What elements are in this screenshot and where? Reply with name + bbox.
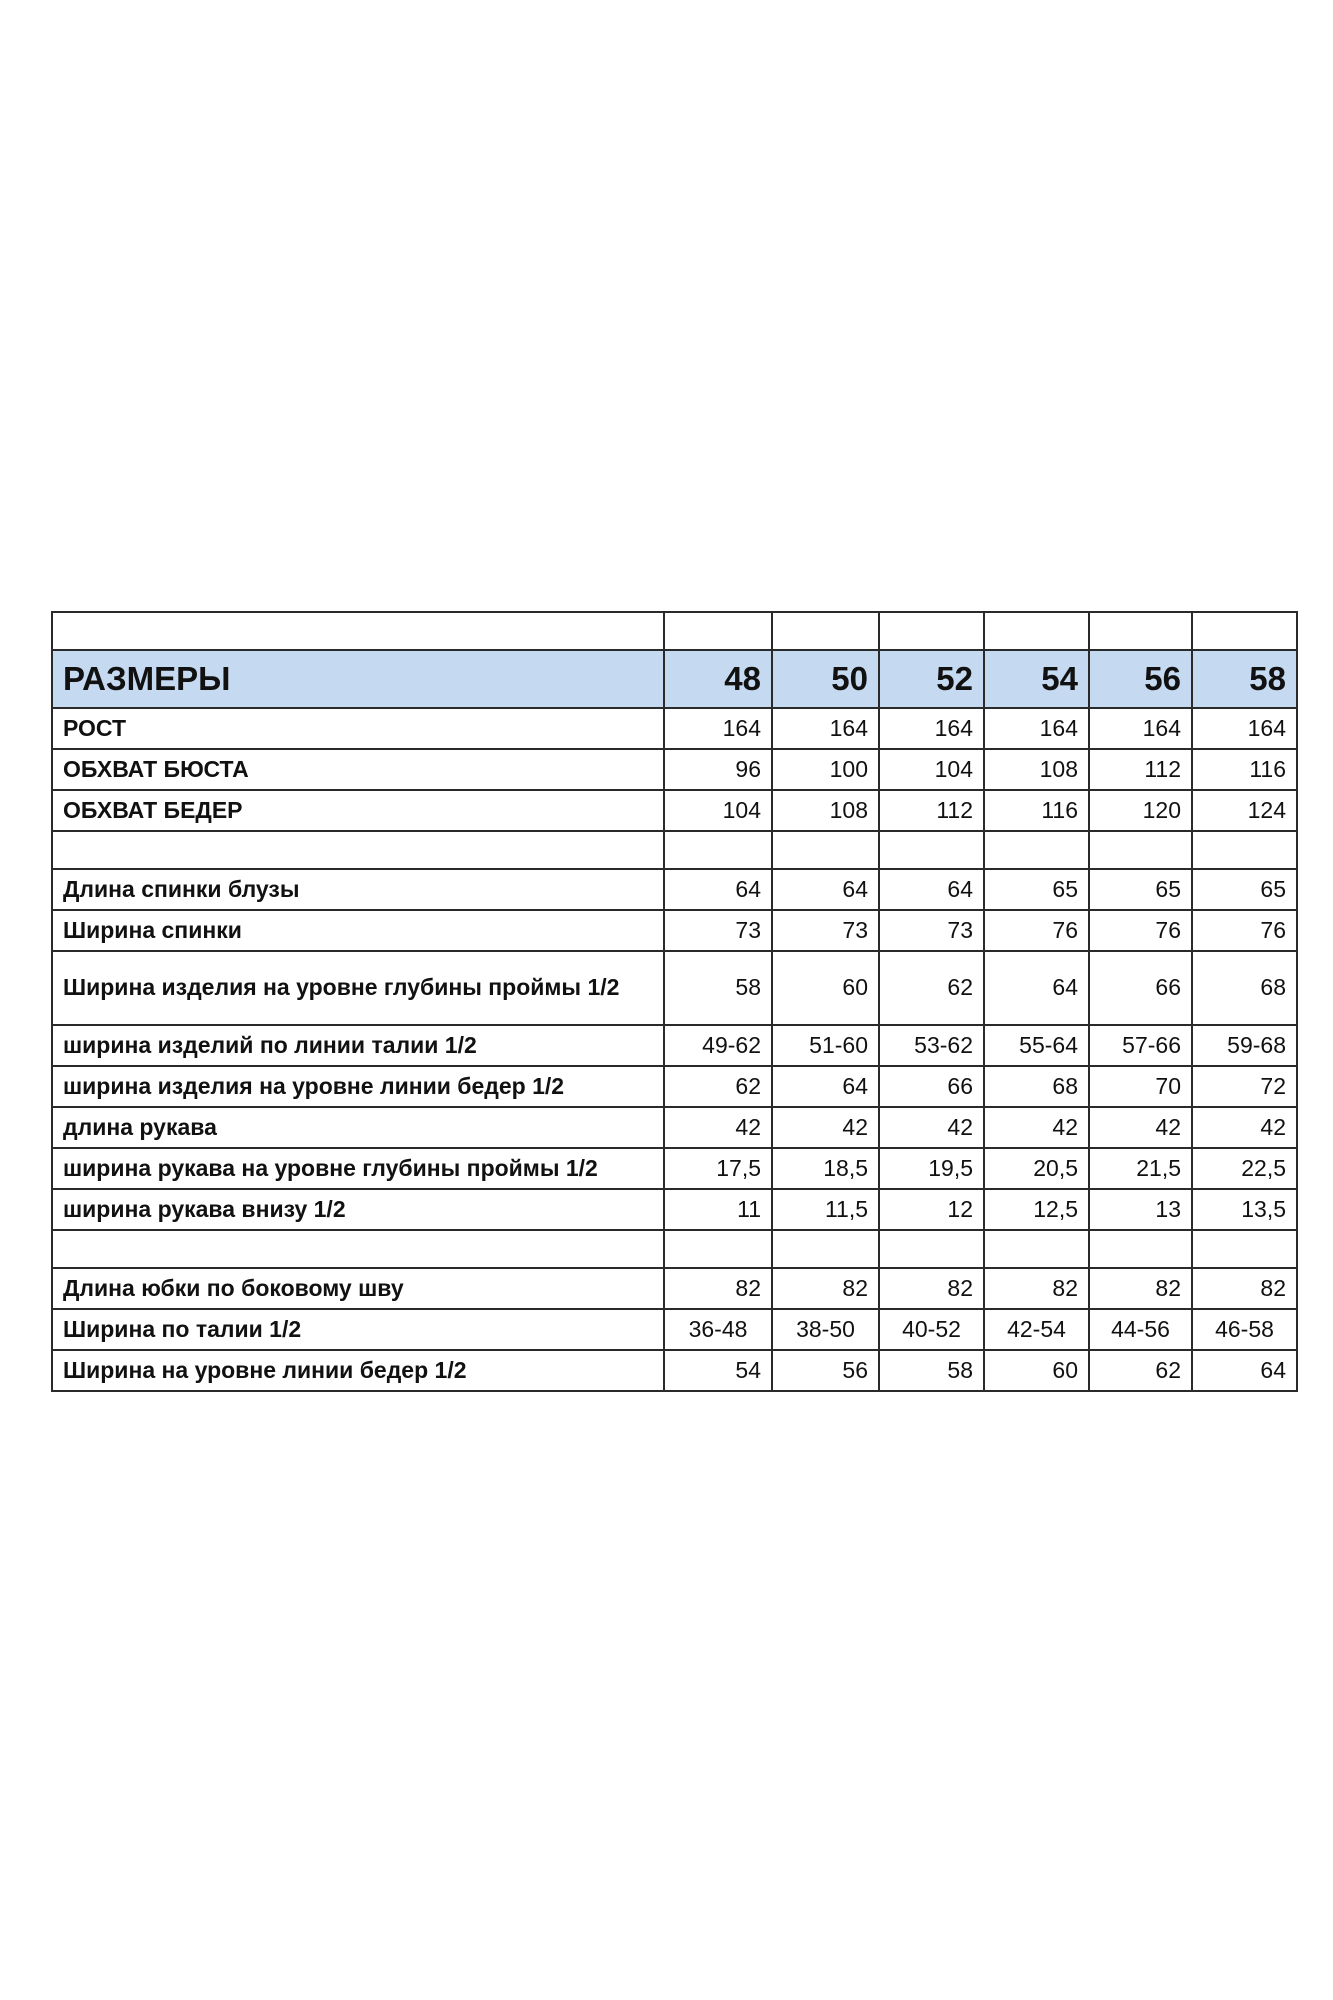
size-header: 56	[1089, 650, 1192, 708]
table-cell: 66	[879, 1066, 984, 1107]
table-cell: 164	[984, 708, 1089, 749]
table-cell: 96	[664, 749, 772, 790]
table-cell: 60	[984, 1350, 1089, 1391]
empty-cell	[1089, 1230, 1192, 1268]
table-header-row	[52, 650, 1297, 708]
table-row-empty	[52, 831, 1297, 869]
table-row	[52, 749, 1297, 790]
table-cell: 164	[772, 708, 879, 749]
table-cell: 116	[1192, 749, 1297, 790]
row-label: Длина спинки блузы	[52, 869, 664, 910]
table-cell: 42	[1192, 1107, 1297, 1148]
table-cell: 64	[772, 869, 879, 910]
table-cell: 65	[1089, 869, 1192, 910]
table-cell: 108	[984, 749, 1089, 790]
table-row	[52, 1350, 1297, 1391]
size-header: 52	[879, 650, 984, 708]
table-cell: 42	[664, 1107, 772, 1148]
table-cell: 56	[772, 1350, 879, 1391]
table-cell: 51-60	[772, 1025, 879, 1066]
table-row-empty-top	[52, 612, 1297, 650]
empty-cell	[664, 612, 772, 650]
table-cell: 53-62	[879, 1025, 984, 1066]
table-cell: 124	[1192, 790, 1297, 831]
empty-cell	[984, 612, 1089, 650]
table-cell: 55-64	[984, 1025, 1089, 1066]
table-cell: 112	[1089, 749, 1192, 790]
row-label: ОБХВАТ БЕДЕР	[52, 790, 664, 831]
table-cell: 100	[772, 749, 879, 790]
table-cell: 82	[1089, 1268, 1192, 1309]
empty-cell	[52, 612, 664, 650]
table-cell: 20,5	[984, 1148, 1089, 1189]
empty-cell	[1192, 612, 1297, 650]
table-row	[52, 1066, 1297, 1107]
empty-cell	[1192, 1230, 1297, 1268]
table-cell: 38-50	[772, 1309, 879, 1350]
row-label: Ширина изделия на уровне глубины проймы 1/2	[52, 951, 664, 1025]
table-cell: 42-54	[984, 1309, 1089, 1350]
row-label: ширина рукава внизу 1/2	[52, 1189, 664, 1230]
table-cell: 22,5	[1192, 1148, 1297, 1189]
row-label: ширина изделия на уровне линии бедер 1/2	[52, 1066, 664, 1107]
table-row	[52, 790, 1297, 831]
table-cell: 42	[984, 1107, 1089, 1148]
size-header: 50	[772, 650, 879, 708]
empty-cell	[772, 612, 879, 650]
table-cell: 164	[664, 708, 772, 749]
empty-cell	[1089, 831, 1192, 869]
table-cell: 104	[664, 790, 772, 831]
table-cell: 82	[664, 1268, 772, 1309]
table-cell: 46-58	[1192, 1309, 1297, 1350]
empty-cell	[772, 1230, 879, 1268]
empty-cell	[664, 831, 772, 869]
empty-cell	[984, 831, 1089, 869]
table-row	[52, 708, 1297, 749]
table-cell: 40-52	[879, 1309, 984, 1350]
row-label: Ширина на уровне линии бедер 1/2	[52, 1350, 664, 1391]
table-cell: 164	[1192, 708, 1297, 749]
empty-cell	[1089, 612, 1192, 650]
table-cell: 108	[772, 790, 879, 831]
table-cell: 164	[879, 708, 984, 749]
table-row	[52, 1148, 1297, 1189]
table-cell: 112	[879, 790, 984, 831]
table-cell: 70	[1089, 1066, 1192, 1107]
row-label: ОБХВАТ БЮСТА	[52, 749, 664, 790]
table-cell: 49-62	[664, 1025, 772, 1066]
table-cell: 120	[1089, 790, 1192, 831]
table-cell: 62	[664, 1066, 772, 1107]
table-row	[52, 1268, 1297, 1309]
table-cell: 64	[772, 1066, 879, 1107]
empty-cell	[879, 831, 984, 869]
table-cell: 68	[984, 1066, 1089, 1107]
table-cell: 68	[1192, 951, 1297, 1025]
table-row	[52, 1025, 1297, 1066]
row-label: ширина изделий по линии талии 1/2	[52, 1025, 664, 1066]
table-cell: 59-68	[1192, 1025, 1297, 1066]
table-cell: 164	[1089, 708, 1192, 749]
empty-cell	[1192, 831, 1297, 869]
table-cell: 64	[984, 951, 1089, 1025]
empty-cell	[879, 1230, 984, 1268]
table-cell: 58	[879, 1350, 984, 1391]
size-header: 48	[664, 650, 772, 708]
table-cell: 104	[879, 749, 984, 790]
table-cell: 62	[879, 951, 984, 1025]
size-header: 54	[984, 650, 1089, 708]
empty-cell	[52, 1230, 664, 1268]
table-cell: 62	[1089, 1350, 1192, 1391]
row-label: Ширина по талии 1/2	[52, 1309, 664, 1350]
empty-cell	[52, 831, 664, 869]
table-row	[52, 910, 1297, 951]
table-cell: 42	[879, 1107, 984, 1148]
header-label: РАЗМЕРЫ	[52, 650, 664, 708]
table-cell: 76	[984, 910, 1089, 951]
table-cell: 60	[772, 951, 879, 1025]
empty-cell	[664, 1230, 772, 1268]
table-row	[52, 869, 1297, 910]
table-cell: 19,5	[879, 1148, 984, 1189]
row-label: ширина рукава на уровне глубины проймы 1/2	[52, 1148, 664, 1189]
table-cell: 76	[1192, 910, 1297, 951]
empty-cell	[772, 831, 879, 869]
table-cell: 73	[772, 910, 879, 951]
table-row	[52, 1309, 1297, 1350]
table-cell: 42	[772, 1107, 879, 1148]
table-cell: 116	[984, 790, 1089, 831]
table-cell: 66	[1089, 951, 1192, 1025]
row-label: длина рукава	[52, 1107, 664, 1148]
table-cell: 44-56	[1089, 1309, 1192, 1350]
table-row	[52, 1107, 1297, 1148]
table-cell: 82	[1192, 1268, 1297, 1309]
table-cell: 12,5	[984, 1189, 1089, 1230]
size-chart-table	[51, 611, 1298, 1392]
table-cell: 13,5	[1192, 1189, 1297, 1230]
row-label: Ширина спинки	[52, 910, 664, 951]
table-cell: 73	[664, 910, 772, 951]
table-cell: 65	[1192, 869, 1297, 910]
table-cell: 42	[1089, 1107, 1192, 1148]
table-cell: 54	[664, 1350, 772, 1391]
table-cell: 36-48	[664, 1309, 772, 1350]
table-cell: 11,5	[772, 1189, 879, 1230]
size-header: 58	[1192, 650, 1297, 708]
table-row-empty	[52, 1230, 1297, 1268]
table-cell: 82	[879, 1268, 984, 1309]
table-row	[52, 1189, 1297, 1230]
empty-cell	[879, 612, 984, 650]
table-cell: 18,5	[772, 1148, 879, 1189]
table-cell: 73	[879, 910, 984, 951]
table-cell: 76	[1089, 910, 1192, 951]
table-cell: 64	[879, 869, 984, 910]
table-cell: 64	[664, 869, 772, 910]
row-label: РОСТ	[52, 708, 664, 749]
table-cell: 17,5	[664, 1148, 772, 1189]
table-cell: 13	[1089, 1189, 1192, 1230]
table-cell: 12	[879, 1189, 984, 1230]
row-label: Длина юбки по боковому шву	[52, 1268, 664, 1309]
table-cell: 11	[664, 1189, 772, 1230]
table-cell: 82	[772, 1268, 879, 1309]
table-cell: 72	[1192, 1066, 1297, 1107]
table-row	[52, 951, 1297, 1025]
table-cell: 57-66	[1089, 1025, 1192, 1066]
table-cell: 58	[664, 951, 772, 1025]
empty-cell	[984, 1230, 1089, 1268]
table-cell: 65	[984, 869, 1089, 910]
table-cell: 82	[984, 1268, 1089, 1309]
table-cell: 21,5	[1089, 1148, 1192, 1189]
table-cell: 64	[1192, 1350, 1297, 1391]
